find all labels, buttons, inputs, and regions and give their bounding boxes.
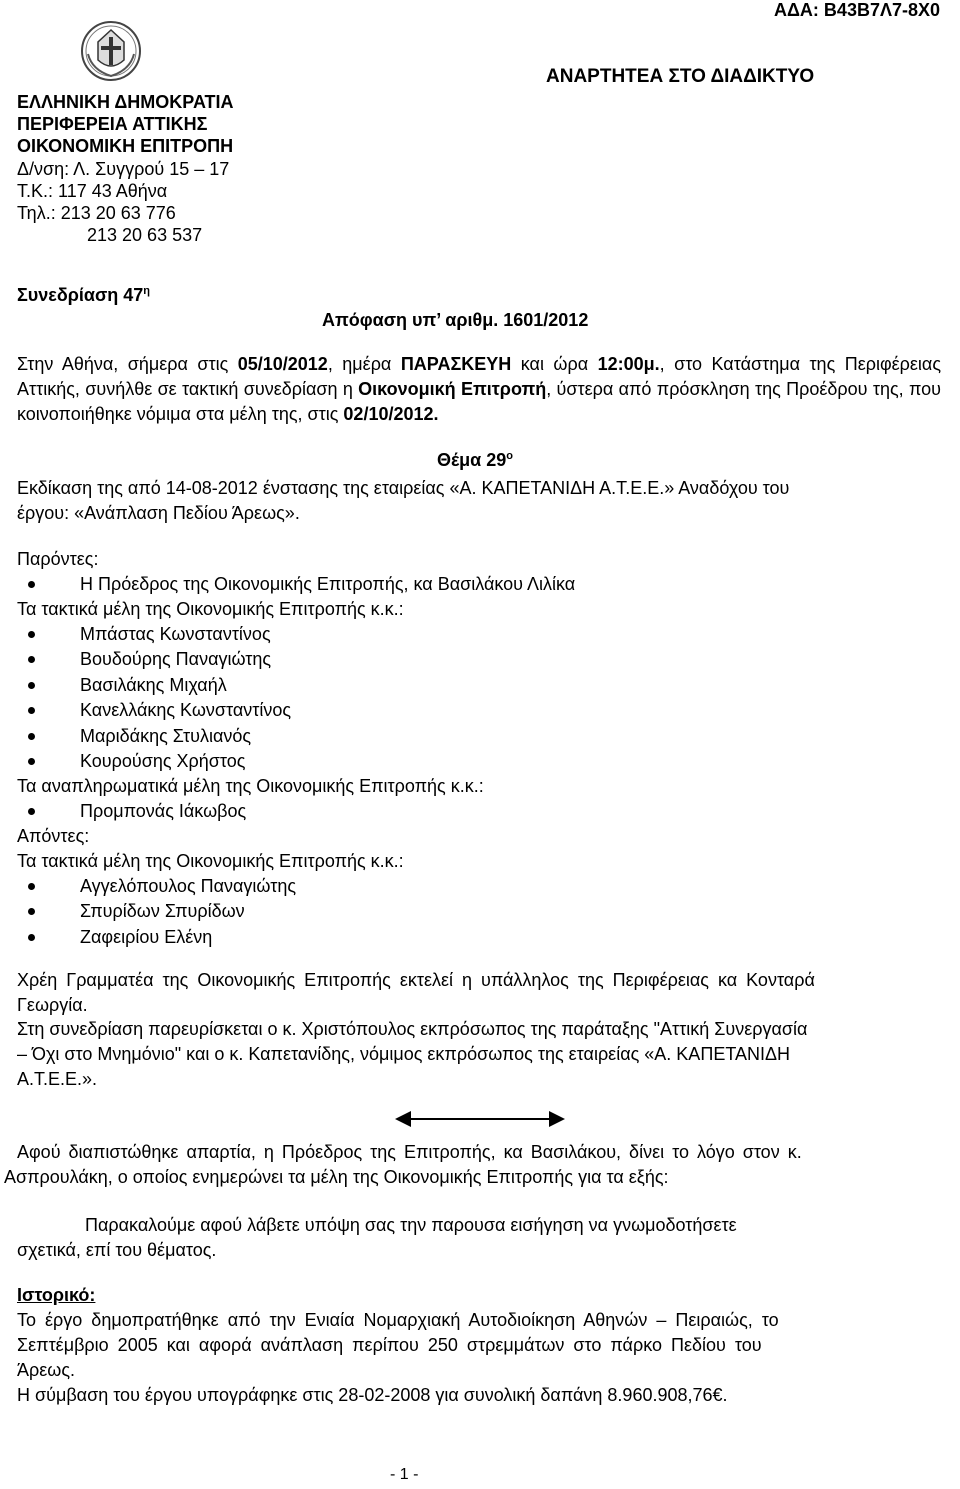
attendees-line-2: – Όχι στο Μνημόνιο" και ο κ. Καπετανίδης, νόμιμος εκπρόσωπος της εταιρείας «Α. ΚΑΠΕΤΑΝΙΔΗ xyxy=(17,1044,791,1064)
present-member: Βασιλάκης Μιχαήλ xyxy=(80,675,227,695)
present-label: Παρόντες: xyxy=(17,549,99,569)
ada-code: ΑΔΑ: Β43Β7Λ7-8Χ0 xyxy=(774,0,940,20)
bullet-icon xyxy=(28,934,35,941)
header-phone-1: Τηλ.: 213 20 63 776 xyxy=(17,203,176,223)
bullet-icon xyxy=(28,908,35,915)
present-chair: Η Πρόεδρος της Οικονομικής Επιτροπής, κα Βασιλάκου Λιλίκα xyxy=(80,574,576,594)
absent-member: Σπυρίδων Σπυρίδων xyxy=(80,901,245,921)
posted-online-label: ΑΝΑΡΤΗΤΕΑ ΣΤΟ ΔΙΑΔΙΚΤΥΟ xyxy=(546,66,815,87)
secretary-line-2: Γεωργία. xyxy=(17,995,88,1015)
header-postal: Τ.Κ.: 117 43 Αθήνα xyxy=(17,181,168,201)
bullet-icon xyxy=(28,656,35,663)
bullet-icon xyxy=(28,883,35,890)
session-label: Συνεδρίαση 47 xyxy=(17,285,144,305)
present-alternate-member: Προμπονάς Ιάκωβος xyxy=(80,801,247,821)
request-line-1: Παρακαλούμε αφού λάβετε υπόψη σας την παρουσα εισήγηση να γνωμοδοτήσετε xyxy=(85,1215,737,1235)
decision-number: Απόφαση υπ’ αριθμ. 1601/2012 xyxy=(322,310,589,330)
present-member: Βουδούρης Παναγιώτης xyxy=(80,649,272,669)
topic-title: Θέμα $29^o$ xyxy=(437,450,513,470)
intro-paragraph: Στην Αθήνα, σήμερα στις 05/10/2012, ημέρα ΠΑΡΑΣΚΕΥΗ και ώρα 12:00μ., στο Κατάστημα της Περιφέρειας Αττικής, συνήλθε σε τακτική συνεδρίαση η Οικονομική Επιτροπή, ύστερα από πρόσκληση της Προέδρου της, που κοινοποιήθηκε νόμιμα στα μέλη της, στις 02/10/2012. xyxy=(17,354,942,424)
present-member: Μπάστας Κωνσταντίνος xyxy=(80,624,271,644)
bullet-icon xyxy=(28,808,35,815)
attendees-line-3: Α.Τ.Ε.Ε.». xyxy=(17,1069,98,1089)
header-line-republic: ΕΛΛΗΝΙΚΗ ΔΗΜΟΚΡΑΤΙΑ xyxy=(17,92,234,112)
page-number: - 1 - xyxy=(390,1466,419,1483)
history-line-1: Το έργο δημοπρατήθηκε από την Ενιαία Νομαρχιακή Αυτοδιοίκηση Αθηνών – Πειραιώς, το xyxy=(17,1310,779,1330)
bullet-icon xyxy=(28,682,35,689)
header-line-region: ΠΕΡΙΦΕΡΕΙΑ ΑΤΤΙΚΗΣ xyxy=(17,114,208,134)
double-arrow-icon xyxy=(395,1106,565,1132)
present-regular-label: Τα τακτικά μέλη της Οικονομικής Επιτροπής κ.κ.: xyxy=(17,599,404,619)
topic-line-2: έργου: «Ανάπλαση Πεδίου Άρεως». xyxy=(17,503,300,523)
header-phone-2: 213 20 63 537 xyxy=(87,225,203,245)
present-member: Κουρούσης Χρήστος xyxy=(80,751,246,771)
header-address: Δ/νση: Λ. Συγγρού 15 – 17 xyxy=(17,159,230,179)
attendees-line-1: Στη συνεδρίαση παρευρίσκεται ο κ. Χριστόπουλος εκπρόσωπος της παράταξης "Αττική Συνεργασία xyxy=(17,1019,808,1039)
quorum-line-1: Αφού διαπιστώθηκε απαρτία, η Πρόεδρος της Επιτροπής, κα Βασιλάκου, δίνει το λόγο στον κ. xyxy=(17,1142,802,1162)
topic-line-1: Εκδίκαση της από 14-08-2012 ένστασης της εταιρείας «Α. ΚΑΠΕΤΑΝΙΔΗ Α.Τ.Ε.Ε.» Αναδόχου του xyxy=(17,478,790,498)
history-line-3: Άρεως. xyxy=(17,1360,76,1380)
header-line-committee: ΟΙΚΟΝΟΜΙΚΗ ΕΠΙΤΡΟΠΗ xyxy=(17,136,234,156)
bullet-icon xyxy=(28,733,35,740)
absent-member: Ζαφειρίου Ελένη xyxy=(80,927,213,947)
absent-member: Αγγελόπουλος Παναγιώτης xyxy=(80,876,297,896)
present-member: Κανελλάκης Κωνσταντίνος xyxy=(80,700,292,720)
bullet-icon xyxy=(28,631,35,638)
session-sup: η xyxy=(143,285,151,297)
greek-emblem-icon xyxy=(80,20,142,82)
request-line-2: σχετικά, επί του θέματος. xyxy=(17,1240,217,1260)
present-alternate-label: Τα αναπληρωματικά μέλη της Οικονομικής Επιτροπής κ.κ.: xyxy=(17,776,484,796)
quorum-line-2: Ασπρουλάκη, ο οποίος ενημερώνει τα μέλη της Οικονομικής Επιτροπής για τα εξής: xyxy=(4,1167,669,1187)
secretary-line-1: Χρέη Γραμματέα της Οικονομικής Επιτροπής εκτελεί η υπάλληλος της Περιφέρειας κα Κονταρά xyxy=(17,970,815,990)
history-line-2: Σεπτέμβριο 2005 και αφορά ανάπλαση περίπου 250 στρεμμάτων στο πάρκο Πεδίου του xyxy=(17,1335,762,1355)
history-label: Ιστορικό: xyxy=(17,1285,96,1305)
bullet-icon xyxy=(28,581,35,588)
bullet-icon xyxy=(28,758,35,765)
bullet-icon xyxy=(28,707,35,714)
present-member: Μαριδάκης Στυλιανός xyxy=(80,726,252,746)
session-number xyxy=(17,285,150,306)
history-line-4: Η σύμβαση του έργου υπογράφηκε στις 28-02-2008 για συνολική δαπάνη 8.960.908,76€. xyxy=(17,1385,728,1405)
absent-regular-label: Τα τακτικά μέλη της Οικονομικής Επιτροπής κ.κ.: xyxy=(17,851,404,871)
absent-label: Απόντες: xyxy=(17,826,90,846)
